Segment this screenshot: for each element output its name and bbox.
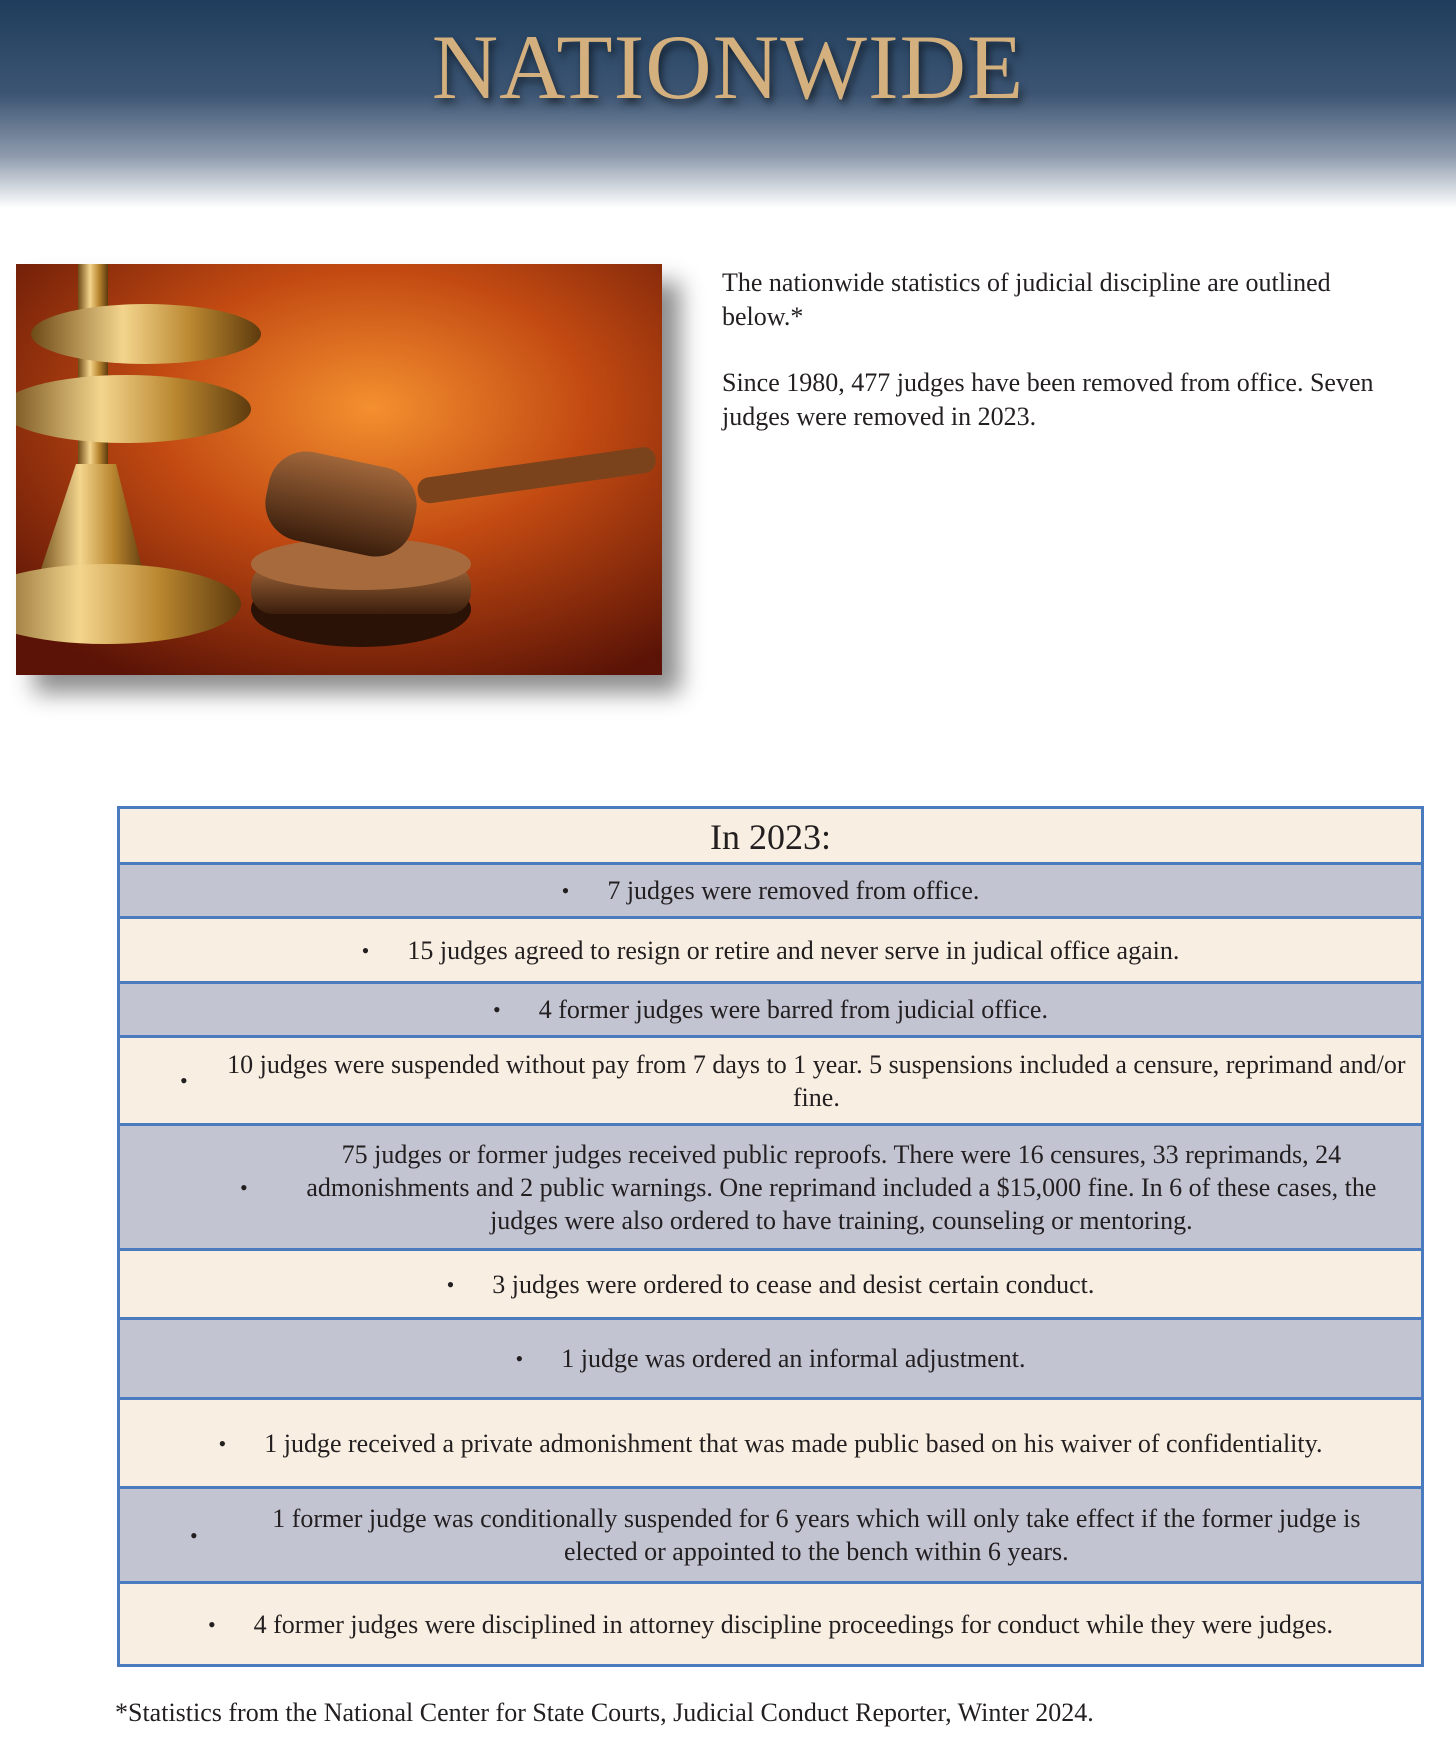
row-text: 10 judges were suspended without pay from 7 days to 1 year. 5 suspensions included a censure, reprimand and/or fine. xyxy=(227,1049,1406,1112)
footnote: *Statistics from the National Center for State Courts, Judicial Conduct Reporter, Winter 2024. xyxy=(115,1698,1094,1727)
table-row xyxy=(120,1320,1421,1400)
row-text: 7 judges were removed from office. xyxy=(607,876,980,905)
intro-paragraph: Since 1980, 477 judges have been removed from office. Seven judges were removed in 2023. xyxy=(722,368,1374,431)
table-row xyxy=(120,1126,1421,1251)
row-text: 1 judge was ordered an informal adjustment. xyxy=(561,1344,1026,1373)
table-heading-label: In 2023: xyxy=(710,817,831,857)
row-text: 3 judges were ordered to cease and desist certain conduct. xyxy=(492,1269,1095,1299)
bullet-icon: • xyxy=(446,1271,455,1297)
row-text: 4 former judges were barred from judicial office. xyxy=(538,995,1048,1024)
table-row xyxy=(120,1489,1421,1584)
table-row xyxy=(120,1251,1421,1320)
bullet-icon: • xyxy=(515,1346,524,1371)
bullet-icon: • xyxy=(240,1174,248,1200)
gavel-and-scales-photo xyxy=(16,264,662,675)
table-row xyxy=(120,1400,1421,1489)
table-heading xyxy=(120,809,1421,865)
bullet-icon: • xyxy=(180,1068,188,1093)
statistics-table xyxy=(117,806,1424,1667)
table-row xyxy=(120,984,1421,1038)
header-banner xyxy=(0,0,1456,208)
row-text: 75 judges or former judges received public reproofs. There were 16 censures, 33 reprimands, 24 admonishments and 2 public warnings. One reprimand included a $15,000 fine. In 6 of these cases, the judges were also ordered to have training, counseling or mentoring. xyxy=(306,1139,1377,1235)
table-row xyxy=(120,1584,1421,1664)
bullet-icon: • xyxy=(218,1430,227,1456)
row-text: 1 judge received a private admonishment that was made public based on his waiver of confidentiality. xyxy=(264,1428,1323,1458)
row-text: 15 judges agreed to resign or retire and never serve in judical office again. xyxy=(407,935,1180,965)
table-row xyxy=(120,865,1421,919)
row-text: 4 former judges were disciplined in attorney discipline proceedings for conduct while they were judges. xyxy=(253,1609,1334,1639)
bullet-icon: • xyxy=(493,997,501,1022)
bullet-icon: • xyxy=(190,1522,198,1548)
row-text: 1 former judge was conditionally suspended for 6 years which will only take effect if the former judge is elected or appointed to the bench within 6 years. xyxy=(272,1504,1361,1566)
bullet-icon: • xyxy=(361,937,370,963)
intro-text xyxy=(722,266,1402,466)
bullet-icon: • xyxy=(561,878,570,903)
table-row xyxy=(120,1038,1421,1126)
bullet-icon: • xyxy=(207,1611,216,1637)
intro-paragraph: The nationwide statistics of judicial discipline are outlined below.* xyxy=(722,268,1331,331)
table-row xyxy=(120,919,1421,984)
page-title: NATIONWIDE xyxy=(431,16,1025,118)
